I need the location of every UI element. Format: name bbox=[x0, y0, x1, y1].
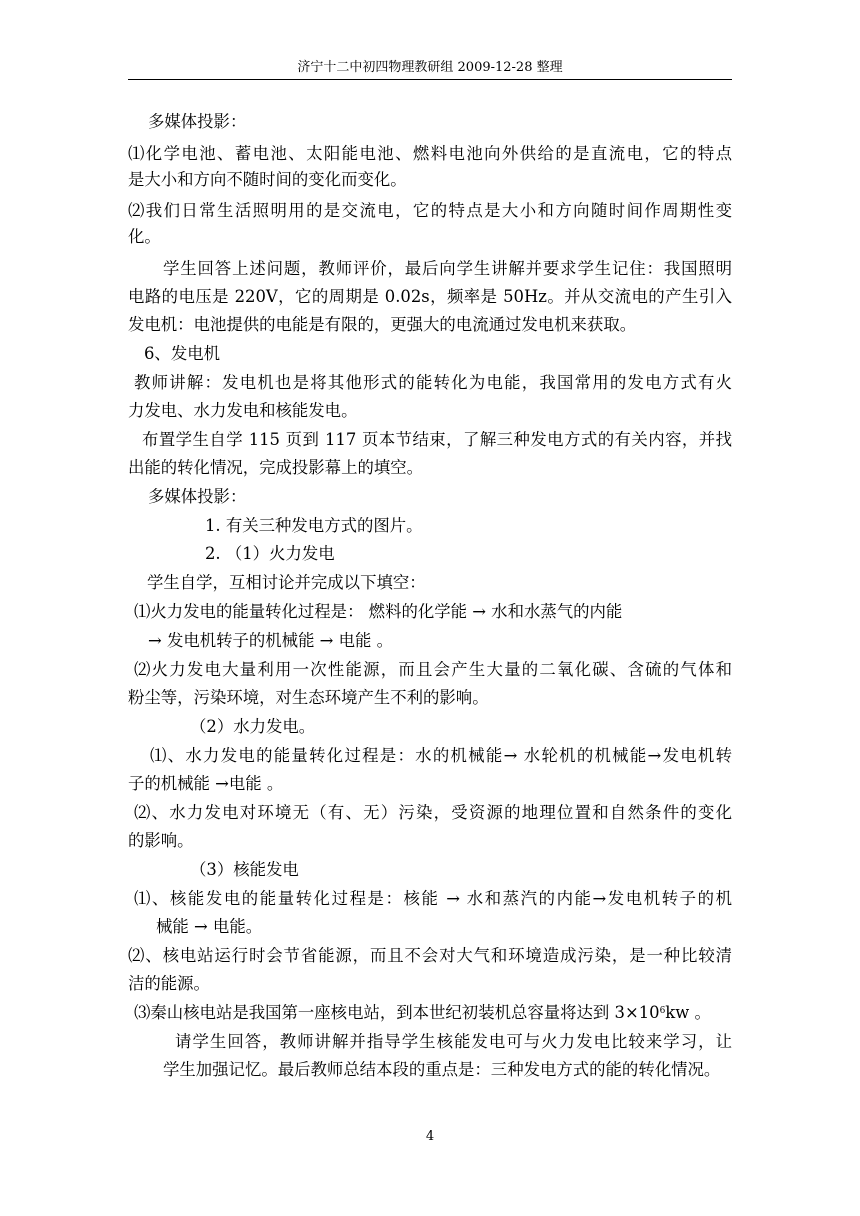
qinshan-text: ⑶秦山核电站是我国第一座核电站，到本世纪初装机总容量将达到 3×10 bbox=[134, 1003, 660, 1022]
text-line: ⑵我们日常生活照明用的是交流电，它的特点是大小和方向随时间作周期性变 bbox=[128, 201, 732, 220]
text-line: 化。 bbox=[128, 227, 161, 246]
fill-in-line: ⑴、水力发电的能量转化过程是：水的机械能→ 水轮机的机械能→发电机转 bbox=[150, 746, 732, 765]
text-line: 电路的电压是 220V，它的周期是 0.02s，频率是 50Hz。并从交流电的产生引入 bbox=[128, 287, 732, 306]
text-line: 力发电、水力发电和核能发电。 bbox=[128, 401, 358, 420]
text-line: 多媒体投影： bbox=[148, 112, 247, 131]
text-line: 粉尘等，污染环境，对生态环境产生不利的影响。 bbox=[128, 688, 489, 707]
text-line: ⑵、核电站运行时会节省能源，而且不会对大气和环境造成污染，是一种比较清 bbox=[128, 946, 732, 965]
subsection-heading: （3）核能发电 bbox=[190, 860, 299, 879]
subsection-heading: （2）水力发电。 bbox=[190, 717, 316, 736]
fill-in-line: 械能 → 电能。 bbox=[156, 917, 263, 936]
fill-in-line: ⑴火力发电的能量转化过程是： 燃料的化学能 → 水和水蒸气的内能 bbox=[134, 602, 623, 621]
text-line: 布置学生自学 115 页到 117 页本节结束，了解三种发电方式的有关内容，并找 bbox=[142, 430, 732, 449]
section-heading: 6、发电机 bbox=[144, 344, 220, 363]
text-line: 教师讲解：发电机也是将其他形式的能转化为电能，我国常用的发电方式有火 bbox=[134, 373, 732, 392]
header-rule bbox=[128, 79, 732, 80]
text-line: ⑵火力发电大量利用一次性能源，而且会产生大量的二氧化碳、含硫的气体和 bbox=[134, 660, 732, 679]
fill-in-line bbox=[134, 1001, 711, 1025]
text-line: 出能的转化情况，完成投影幕上的填空。 bbox=[128, 458, 424, 477]
text-line: 多媒体投影： bbox=[148, 487, 247, 506]
text-line: 学生回答上述问题，教师评价，最后向学生讲解并要求学生记住：我国照明 bbox=[163, 259, 732, 278]
qinshan-exponent: 6 bbox=[659, 1006, 666, 1016]
fill-in-line: ⑴、核能发电的能量转化过程是：核能 → 水和蒸汽的内能→发电机转子的机 bbox=[134, 889, 732, 908]
text-line: 的影响。 bbox=[128, 831, 194, 850]
text-line: 是大小和方向不随时间的变化而变化。 bbox=[128, 170, 407, 189]
fill-in-line: ⑵、水力发电对环境无（有、无）污染，受资源的地理位置和自然条件的变化 bbox=[134, 803, 732, 822]
text-line: ⑴化学电池、蓄电池、太阳能电池、燃料电池向外供给的是直流电，它的特点 bbox=[128, 144, 732, 163]
text-line: 学生自学，互相讨论并完成以下填空： bbox=[147, 573, 426, 592]
text-line: 发电机：电池提供的电能是有限的，更强大的电流通过发电机来获取。 bbox=[128, 315, 637, 334]
fill-in-line: 子的机械能 →电能 。 bbox=[128, 774, 284, 793]
page-number: 4 bbox=[425, 1129, 435, 1144]
qinshan-unit: kw 。 bbox=[665, 1003, 711, 1022]
fill-in-line: → 发电机转子的机械能 → 电能 。 bbox=[148, 631, 393, 650]
page-header: 济宁十二中初四物理教研组 2009-12-28 整理 bbox=[297, 60, 563, 75]
text-line: 请学生回答，教师讲解并指导学生核能发电可与火力发电比较来学习，让 bbox=[175, 1032, 732, 1051]
text-line: 学生加强记忆。最后教师总结本段的重点是：三种发电方式的能的转化情况。 bbox=[163, 1060, 721, 1079]
text-line: 洁的能源。 bbox=[128, 974, 210, 993]
list-item: 1. 有关三种发电方式的图片。 bbox=[205, 516, 423, 535]
list-item: 2. （1）火力发电 bbox=[205, 544, 335, 563]
